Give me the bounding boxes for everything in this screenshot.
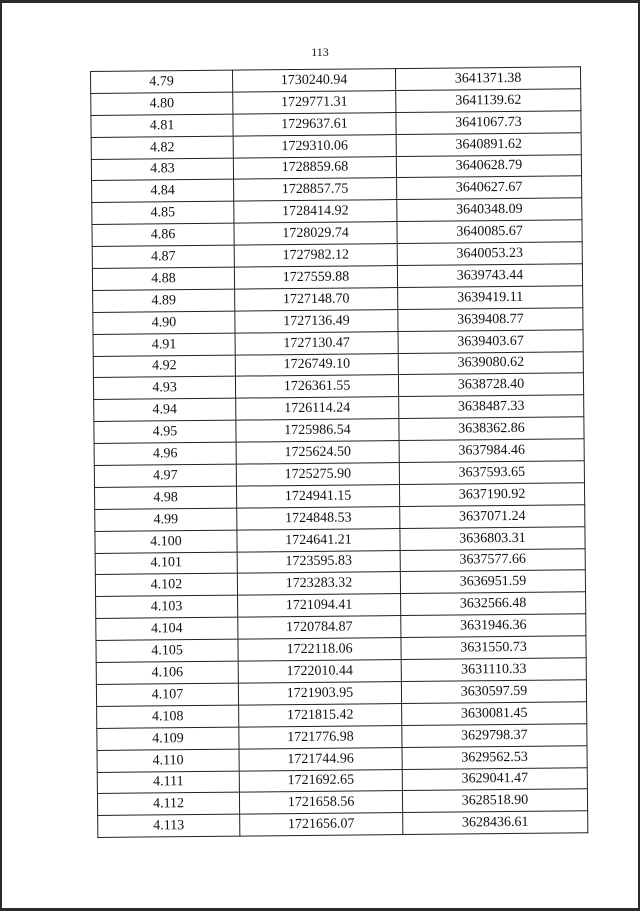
y-coordinate-cell: 3637577.66 — [400, 548, 585, 572]
point-id-cell: 4.112 — [97, 792, 239, 815]
x-coordinate-cell: 1721094.41 — [238, 594, 401, 617]
x-coordinate-cell: 1720784.87 — [238, 616, 401, 639]
point-id-cell: 4.96 — [94, 442, 236, 465]
x-coordinate-cell: 1727136.49 — [235, 309, 398, 332]
x-coordinate-cell: 1729771.31 — [233, 90, 396, 113]
point-id-cell: 4.94 — [94, 398, 236, 421]
point-id-cell: 4.104 — [96, 617, 238, 640]
y-coordinate-cell: 3641067.73 — [396, 111, 581, 135]
x-coordinate-cell: 1727559.88 — [234, 266, 397, 289]
y-coordinate-cell: 3640053.23 — [397, 242, 582, 266]
point-id-cell: 4.113 — [98, 814, 240, 837]
x-coordinate-cell: 1724641.21 — [237, 528, 400, 551]
y-coordinate-cell: 3639408.77 — [398, 308, 583, 332]
y-coordinate-cell: 3639419.11 — [398, 286, 583, 310]
y-coordinate-cell: 3629041.47 — [402, 767, 587, 791]
point-id-cell: 4.81 — [91, 114, 233, 137]
x-coordinate-cell: 1728029.74 — [234, 222, 397, 245]
table-body — [91, 67, 588, 838]
point-id-cell: 4.85 — [92, 201, 234, 224]
y-coordinate-cell: 3640891.62 — [396, 132, 581, 156]
point-id-cell: 4.111 — [97, 771, 239, 794]
y-coordinate-cell: 3630081.45 — [402, 702, 587, 726]
y-coordinate-cell: 3630597.59 — [401, 680, 586, 704]
coordinates-table — [90, 66, 588, 838]
y-coordinate-cell: 3639080.62 — [398, 351, 583, 375]
y-coordinate-cell: 3636951.59 — [400, 570, 585, 594]
point-id-cell: 4.95 — [94, 420, 236, 443]
y-coordinate-cell: 3640348.09 — [397, 198, 582, 222]
point-id-cell: 4.83 — [91, 158, 233, 181]
x-coordinate-cell: 1726749.10 — [235, 353, 398, 376]
point-id-cell: 4.89 — [93, 289, 235, 312]
y-coordinate-cell: 3641371.38 — [395, 67, 580, 91]
point-id-cell: 4.86 — [92, 223, 234, 246]
x-coordinate-cell: 1729310.06 — [233, 134, 396, 157]
x-coordinate-cell: 1728414.92 — [234, 200, 397, 223]
point-id-cell: 4.108 — [97, 705, 239, 728]
point-id-cell: 4.91 — [93, 333, 235, 356]
x-coordinate-cell: 1727130.47 — [235, 331, 398, 354]
y-coordinate-cell: 3639743.44 — [397, 264, 582, 288]
x-coordinate-cell: 1721815.42 — [239, 703, 402, 726]
x-coordinate-cell: 1721776.98 — [239, 725, 402, 748]
y-coordinate-cell: 3628436.61 — [403, 811, 588, 835]
point-id-cell: 4.87 — [92, 245, 234, 268]
x-coordinate-cell: 1725275.90 — [236, 463, 399, 486]
point-id-cell: 4.106 — [96, 661, 238, 684]
y-coordinate-cell: 3632566.48 — [401, 592, 586, 616]
point-id-cell: 4.84 — [92, 180, 234, 203]
x-coordinate-cell: 1727148.70 — [235, 287, 398, 310]
y-coordinate-cell: 3638487.33 — [399, 395, 584, 419]
x-coordinate-cell: 1721692.65 — [239, 769, 402, 792]
point-id-cell: 4.100 — [95, 530, 237, 553]
y-coordinate-cell: 3631550.73 — [401, 636, 586, 660]
point-id-cell: 4.105 — [96, 639, 238, 662]
y-coordinate-cell: 3637984.46 — [399, 439, 584, 463]
y-coordinate-cell: 3637071.24 — [400, 505, 585, 529]
point-id-cell: 4.90 — [93, 311, 235, 334]
point-id-cell: 4.98 — [94, 486, 236, 509]
point-id-cell: 4.97 — [94, 464, 236, 487]
y-coordinate-cell: 3636803.31 — [400, 526, 585, 550]
y-coordinate-cell: 3637190.92 — [399, 483, 584, 507]
x-coordinate-cell: 1728859.68 — [233, 156, 396, 179]
point-id-cell: 4.80 — [91, 92, 233, 115]
y-coordinate-cell: 3638362.86 — [399, 417, 584, 441]
x-coordinate-cell: 1721744.96 — [239, 747, 402, 770]
x-coordinate-cell: 1723283.32 — [237, 572, 400, 595]
page-number: 113 — [311, 45, 329, 59]
x-coordinate-cell: 1721656.07 — [240, 813, 403, 836]
point-id-cell: 4.92 — [93, 355, 235, 378]
x-coordinate-cell: 1729637.61 — [233, 112, 396, 135]
x-coordinate-cell: 1728857.75 — [234, 178, 397, 201]
x-coordinate-cell: 1725986.54 — [236, 419, 399, 442]
y-coordinate-cell: 3639403.67 — [398, 329, 583, 353]
x-coordinate-cell: 1726114.24 — [236, 397, 399, 420]
x-coordinate-cell: 1721658.56 — [239, 791, 402, 814]
point-id-cell: 4.82 — [91, 136, 233, 159]
x-coordinate-cell: 1724848.53 — [237, 506, 400, 529]
y-coordinate-cell: 3641139.62 — [396, 89, 581, 113]
y-coordinate-cell: 3631110.33 — [401, 658, 586, 682]
y-coordinate-cell: 3629562.53 — [402, 745, 587, 769]
point-id-cell: 4.110 — [97, 749, 239, 772]
x-coordinate-cell: 1727982.12 — [234, 244, 397, 267]
point-id-cell: 4.103 — [96, 595, 238, 618]
y-coordinate-cell: 3631946.36 — [401, 614, 586, 638]
x-coordinate-cell: 1724941.15 — [236, 484, 399, 507]
x-coordinate-cell: 1721903.95 — [238, 681, 401, 704]
point-id-cell: 4.88 — [92, 267, 234, 290]
x-coordinate-cell: 1730240.94 — [232, 69, 395, 92]
table-row — [98, 811, 588, 838]
point-id-cell: 4.107 — [96, 683, 238, 706]
x-coordinate-cell: 1722118.06 — [238, 638, 401, 661]
point-id-cell: 4.99 — [95, 508, 237, 531]
y-coordinate-cell: 3640085.67 — [397, 220, 582, 244]
point-id-cell: 4.93 — [93, 377, 235, 400]
point-id-cell: 4.79 — [91, 70, 233, 93]
y-coordinate-cell: 3640627.67 — [397, 176, 582, 200]
y-coordinate-cell: 3637593.65 — [399, 461, 584, 485]
x-coordinate-cell: 1725624.50 — [236, 441, 399, 464]
point-id-cell: 4.109 — [97, 727, 239, 750]
x-coordinate-cell: 1726361.55 — [235, 375, 398, 398]
y-coordinate-cell: 3628518.90 — [402, 789, 587, 813]
y-coordinate-cell: 3638728.40 — [398, 373, 583, 397]
y-coordinate-cell: 3640628.79 — [396, 154, 581, 178]
y-coordinate-cell: 3629798.37 — [402, 723, 587, 747]
point-id-cell: 4.101 — [95, 552, 237, 575]
x-coordinate-cell: 1723595.83 — [237, 550, 400, 573]
point-id-cell: 4.102 — [95, 574, 237, 597]
document-page — [2, 3, 638, 908]
x-coordinate-cell: 1722010.44 — [238, 660, 401, 683]
